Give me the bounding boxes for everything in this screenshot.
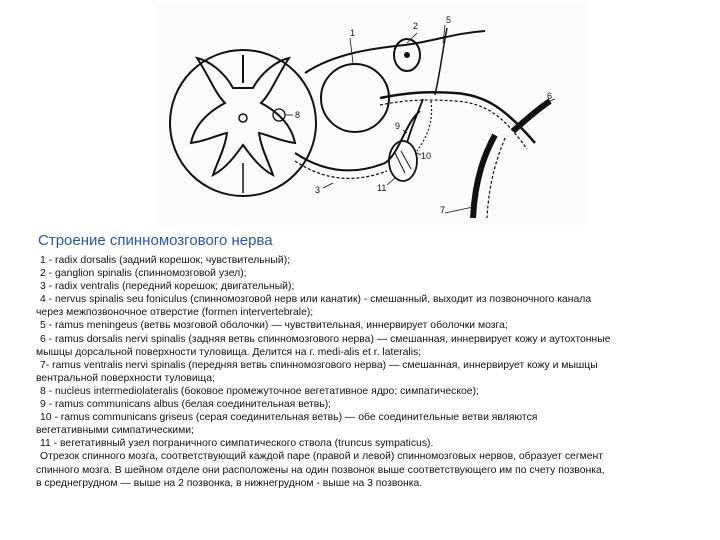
legend-line: 1 - radix dorsalis (задний корешок; чувствительный); <box>40 255 291 266</box>
label-9: 9 <box>395 121 401 131</box>
legend-line: Отрезок спинного мозга, соответствующий каждой паре (правой и левой) спинномозговых нервов, образует сегмент <box>40 451 604 463</box>
legend-line: 8 - nucleus intermediolateralis (боковое промежуточное вегетативное ядро; симпатическое); <box>40 385 479 397</box>
legend-line: 10 - ramus communicans griseus (серая соединительная ветвь) — обе соединительные ветви являются <box>40 412 538 424</box>
central-canal <box>239 114 247 122</box>
sympathetic-ganglion <box>389 141 417 181</box>
dorsal-root-ganglion <box>321 64 389 132</box>
label-11: 11 <box>377 183 387 193</box>
legend-line: 5 - ramus meningeus (ветвь мозговой оболочки) — чувствительная, иннервирует оболочки мозга; <box>40 320 508 332</box>
ramus-communicans-albus <box>407 99 423 143</box>
legend-line: 6 - ramus dorsalis nervi spinalis (задняя ветвь спинномозгового нерва) — смешанная, иннервирует кожу и аутохтонные <box>40 333 611 345</box>
legend-line: вегетативными симпатическими; <box>36 425 194 437</box>
legend-line: 4 - nervus spinalis seu foniculus (спинномозговой нерв или канатик) - смешанный, выходит из позвоночного канала <box>40 294 592 306</box>
legend-line: вентральной поверхности туловища; <box>36 372 215 384</box>
spinal-cord-section <box>170 50 316 196</box>
label-2: 2 <box>413 21 419 31</box>
legend-line: 3 - radix ventralis (передний корешок; двигательный); <box>40 281 295 293</box>
legend-line: 2 - ganglion spinalis (спинномозговой узел); <box>40 268 247 280</box>
label-1: 1 <box>350 28 356 38</box>
label-10: 10 <box>421 151 432 161</box>
spinal-nerve-diagram <box>155 3 588 225</box>
ramus-dorsalis <box>513 101 550 131</box>
label-3: 3 <box>315 185 321 195</box>
caption-legend <box>36 254 698 490</box>
legend-line: 11 - вегетативный узел пограничного симпатического ствола (truncus sympaticus). <box>40 438 434 450</box>
caption-title: Строение спинномозгового нерва <box>38 232 273 249</box>
legend-line: через межпозвоночное отверстие (formen intervertebrale); <box>36 307 314 319</box>
label-5: 5 <box>446 15 452 25</box>
label-6: 6 <box>547 91 553 101</box>
legend-line: в среднегрудном — выше на 2 позвонка, в нижнегрудном - выше на 3 позвонка. <box>36 477 423 489</box>
ramus-ventralis <box>473 135 495 218</box>
diagram-svg <box>155 3 588 225</box>
legend-line: 7- ramus ventralis nervi spinalis (передняя ветвь спинномозгового нерва) — смешанная, иннервирует кожу и мышцы <box>40 359 598 371</box>
label-7: 7 <box>440 205 446 215</box>
legend-line: мышцы дорсальной поверхности туловища. Делится на г. medi-alis et r. lateralis; <box>36 346 422 358</box>
legend-line: спинного мозга. В шейном отделе они расположены на один позвонок выше соответствующего им по счету позвонка, <box>36 464 605 476</box>
label-8: 8 <box>295 110 301 120</box>
legend-line: 9 - ramus communicans albus (белая соединительная ветвь); <box>40 399 332 411</box>
